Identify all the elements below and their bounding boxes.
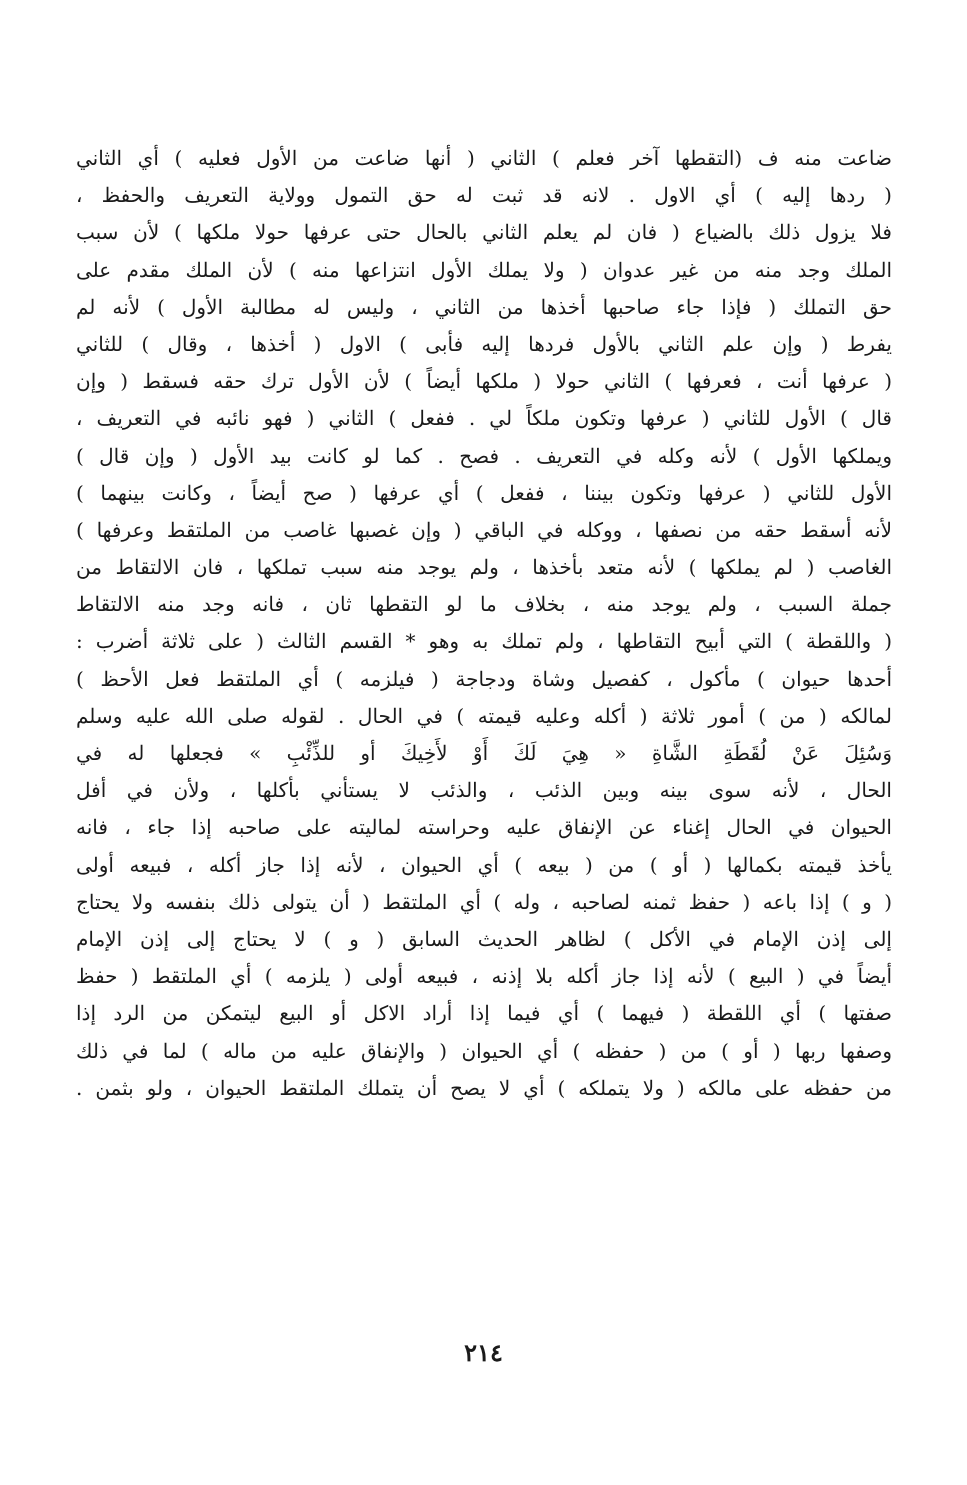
text-line-20: يأخذ قيمته بكمالها ( أو ) من ( بيعه ) أي الحيوان ، لأنه إذا جاز أكله ، فبيعه أولى [76, 852, 892, 877]
text-line-18: الحال ، لأنه سوى بينه وبين الذئب ، والذئب لا يستأني بأكلها ، ولأن في أفل [76, 778, 892, 803]
text-line-12: الغاصب ( لم يملكها ) لأنه متعد بأخذها ، ولم يوجد منه سبب تملكها ، فان الالتقاط من [76, 555, 892, 580]
text-line-9: ويملكها الأول ) لأنه وكله في التعريف . فصح . كما لو كانت بيد الأول ( وإن قال ) [76, 443, 892, 468]
text-line-22: إلى إذن الإمام في الأكل ) لظاهر الحديث السابق ( و ) لا يحتاج إلى إذن الإمام [76, 926, 892, 951]
text-line-21: ( و ) إذا باعه ( حفظ ثمنه لصاحبه ، وله ) أي الملتقط ( أن يتولى ذلك بنفسه ولا يحتاج [76, 889, 892, 914]
text-line-6: يفرط ( وإن علم الثاني بالأول فردها إليه فأبى ) الاول ( أخذها ، وقال ) للثاني [76, 331, 892, 356]
body-text [76, 140, 892, 1107]
page-number: ٢١٤ [464, 1338, 503, 1367]
text-line-10: الأول للثاني ( عرفها وتكون بيننا ، ففعل ) أي عرفها ( صح أيضاً ، وكانت بينهما ) [76, 480, 892, 505]
text-line-8: قال ) الأول للثاني ( عرفها وتكون ملكاً لي . ففعل ) الثاني ( فهو نائبه في التعريف ، [76, 406, 892, 431]
text-line-19: الحيوان في الحال إغناء عن الإنفاق عليه وحراسته لماليته على صاحبه إذا جاء ، فانه [76, 815, 892, 840]
text-line-16: لمالكه ( من ) أمور ثلاثة ( أكله وعليه قيمته ) في الحال . لقوله صلى الله عليه وسلم [76, 703, 892, 728]
text-line-3: فلا يزول ذلك بالضياع ( فان لم يعلم الثاني بالحال حتى عرفها حولا ملكها ) لأن سبب [76, 220, 892, 245]
text-line-1: ضاعت منه ف (التقطها آخر فعلم ) الثاني ( أنها ضاعت من الأول فعليه ) أي الثاني [76, 146, 892, 170]
text-line-23: أيضاً في ( البيع ) لأنه إذا جاز أكله بلا إذنه ، فبيعه أولى ( يلزمه ) أي الملتقط ( حفظ [76, 964, 892, 989]
text-line-7: ( عرفها أنت ، فعرفها ) الثاني حولا ( ملكها أيضاً ) لأن الأول ترك حقه فسقط ( وإن [76, 369, 892, 394]
text-line-26: من حفظه على مالكه ( ولا يتملكه ) أي لا يصح أن يتملك الملتقط الحيوان ، ولو بثمن . [76, 1075, 892, 1100]
text-line-11: لأنه أسقط حقه من نصفها ، ووكله في الباقي ( وإن غصبها غاصب من الملتقط وعرفها ) [76, 517, 892, 542]
text-line-5: حق التملك ( فإذا جاء صاحبها أخذها من الثاني ، وليس له مطالبة الأول ) لأنه لم [76, 294, 892, 319]
text-line-14: ( واللقطة ) التي أبيح التقاطها ، ولم تملك به وهو * القسم الثالث ( على ثلاثة أضرب : [76, 629, 892, 654]
text-line-17: وَسُئِلَ عَنْ لُقَطَةِ الشَّاةِ « هِيَ لَكَ أَوْ لأَخِيكَ أو للذِّئْبِ » فجعلها له في [76, 741, 892, 765]
text-line-2: ( ردها إليه ) أي الاول . لانه قد ثبت له حق التمول وولاية التعريف والحفظ ، [76, 183, 892, 208]
text-line-25: وصفها ربها ( أو ) من ( حفظه ) أي الحيوان ( والإنفاق عليه من ماله ) لما في ذلك [76, 1038, 892, 1063]
text-line-13: جملة السبب ، ولم يوجد منه ، بخلاف ما لو التقطها ثان ، فانه وجد منه الالتقاط [76, 592, 892, 617]
text-line-24: صفتها ) أي اللقطة ( فيهما ) أي فيما إذا أراد الاكل أو البيع ليتمكن من الرد إذا [76, 1001, 892, 1026]
text-line-15: أحدها حيوان ) مأكول ، كفصيل وشاة ودجاجة ( فيلزمه ) أي الملتقط فعل الأحظ ) [76, 666, 892, 691]
text-line-4: الملك وجد منه من غير عدوان ( ولا يملك الأول انتزاعها منه ) لأن الملك مقدم على [76, 257, 892, 282]
